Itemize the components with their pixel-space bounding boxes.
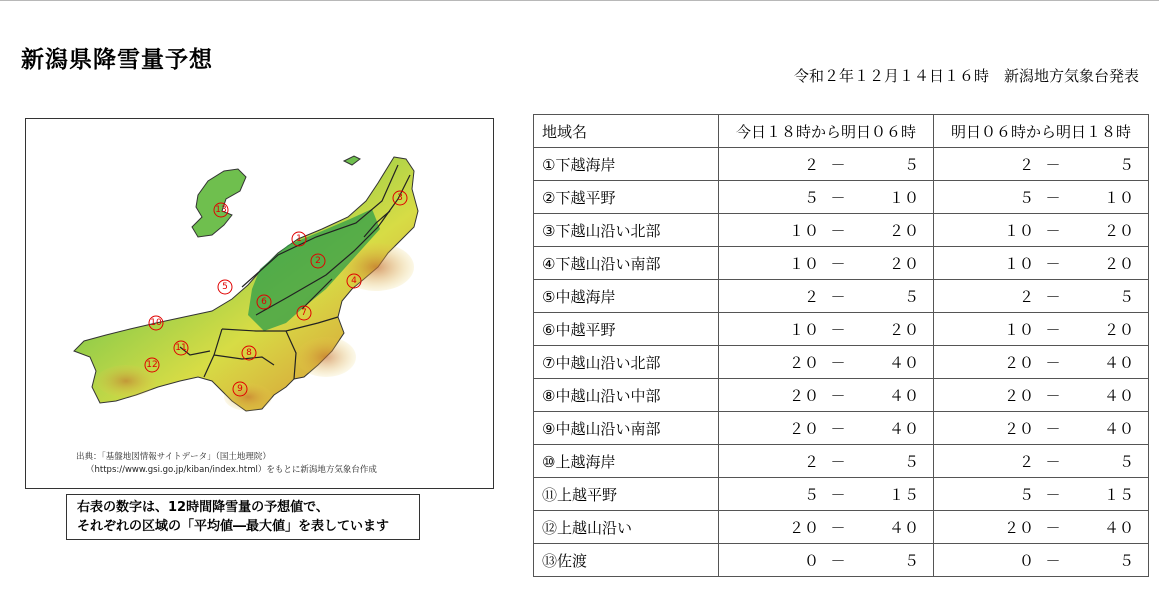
table-row: [534, 280, 1149, 313]
average-value: ２０: [1003, 386, 1034, 405]
snowfall-cell-p2: [934, 280, 1149, 313]
region-label: 11: [175, 343, 187, 353]
average-value: １０: [1003, 320, 1034, 339]
snowfall-cell-p1: [719, 280, 934, 313]
table-row: [534, 511, 1149, 544]
range-dash: －: [830, 353, 846, 372]
region-label: 6: [261, 297, 267, 307]
maximum-value: ４０: [888, 386, 919, 405]
maximum-value: ４０: [1103, 419, 1134, 438]
region-label: 12: [146, 360, 158, 370]
region-name-cell: ⑨中越山沿い南部: [534, 412, 719, 445]
region-name-cell: ⑬佐渡: [534, 544, 719, 577]
range-dash: －: [830, 386, 846, 405]
average-value: ２: [803, 287, 819, 306]
snowfall-cell-p2: [934, 445, 1149, 478]
snowfall-cell-p1: [719, 346, 934, 379]
region-label: 7: [301, 308, 307, 318]
snowfall-cell-p1: [719, 379, 934, 412]
maximum-value: ４０: [1103, 518, 1134, 537]
average-value: １０: [788, 254, 819, 273]
snowfall-cell-p2: [934, 346, 1149, 379]
top-rule: [0, 0, 1159, 1]
range-dash: －: [1045, 518, 1061, 537]
maximum-value: ５: [903, 452, 919, 471]
table-row: [534, 148, 1149, 181]
maximum-value: ２０: [1103, 254, 1134, 273]
range-dash: －: [830, 188, 846, 207]
map-graphic: [26, 119, 493, 488]
region-name-cell: ⑧中越山沿い中部: [534, 379, 719, 412]
snowfall-cell-p1: [719, 247, 934, 280]
note-line1: 右表の数字は、12時間降雪量の予想値で、: [77, 500, 329, 515]
map-source-line2: （https://www.gsi.go.jp/kiban/index.html）をもとに新潟地方気象台作成: [86, 465, 377, 475]
maximum-value: ４０: [888, 353, 919, 372]
region-name-cell: ②下越平野: [534, 181, 719, 214]
region-name-cell: ⑩上越海岸: [534, 445, 719, 478]
maximum-value: ５: [903, 551, 919, 570]
snowfall-cell-p1: [719, 412, 934, 445]
snowfall-cell-p2: [934, 313, 1149, 346]
niigata-map: [25, 118, 494, 489]
maximum-value: ５: [1118, 452, 1134, 471]
snowfall-cell-p1: [719, 181, 934, 214]
average-value: １０: [788, 320, 819, 339]
snowfall-cell-p1: [719, 478, 934, 511]
region-label: 8: [246, 348, 252, 358]
average-value: ２０: [1003, 419, 1034, 438]
range-dash: －: [830, 221, 846, 240]
maximum-value: ４０: [888, 518, 919, 537]
average-value: １０: [1003, 254, 1034, 273]
table-row: [534, 247, 1149, 280]
snowfall-cell-p2: [934, 511, 1149, 544]
snowfall-cell-p2: [934, 214, 1149, 247]
table-row: [534, 412, 1149, 445]
snowfall-cell-p2: [934, 148, 1149, 181]
table-row: [534, 379, 1149, 412]
explanation-note: [66, 494, 420, 540]
maximum-value: ４０: [1103, 353, 1134, 372]
average-value: ２: [803, 155, 819, 174]
header-period2: 明日０６時から明日１８時: [934, 115, 1149, 148]
note-line2: それぞれの区域の「平均値―最大値」を表しています: [77, 519, 390, 534]
region-name-cell: ④下越山沿い南部: [534, 247, 719, 280]
range-dash: －: [830, 452, 846, 471]
region-label: 10: [150, 318, 162, 328]
maximum-value: １０: [888, 188, 919, 207]
average-value: ５: [803, 485, 819, 504]
average-value: ２: [803, 452, 819, 471]
range-dash: －: [1045, 254, 1061, 273]
maximum-value: ５: [1118, 287, 1134, 306]
range-dash: －: [830, 320, 846, 339]
region-label: 4: [351, 276, 357, 286]
snowfall-cell-p1: [719, 148, 934, 181]
issued-line: 令和２年１２月１４日１６時 新潟地方気象台発表: [793, 67, 1139, 85]
average-value: ５: [1018, 188, 1034, 207]
snowfall-cell-p2: [934, 412, 1149, 445]
maximum-value: ４０: [1103, 386, 1134, 405]
awashima-island: [344, 156, 360, 165]
maximum-value: ５: [1118, 551, 1134, 570]
maximum-value: ２０: [1103, 320, 1134, 339]
average-value: ２０: [788, 386, 819, 405]
range-dash: －: [830, 485, 846, 504]
maximum-value: ２０: [888, 221, 919, 240]
average-value: ２０: [788, 518, 819, 537]
average-value: ５: [1018, 485, 1034, 504]
range-dash: －: [1045, 287, 1061, 306]
range-dash: －: [1045, 221, 1061, 240]
region-name-cell: ⑥中越平野: [534, 313, 719, 346]
average-value: ２: [1018, 155, 1034, 174]
maximum-value: ５: [903, 287, 919, 306]
region-label: 3: [397, 193, 403, 203]
maximum-value: ５: [1118, 155, 1134, 174]
maximum-value: ４０: [888, 419, 919, 438]
snowfall-cell-p2: [934, 379, 1149, 412]
region-name-cell: ①下越海岸: [534, 148, 719, 181]
snowfall-table: [533, 114, 1149, 577]
region-name-cell: ③下越山沿い北部: [534, 214, 719, 247]
range-dash: －: [1045, 188, 1061, 207]
average-value: ２０: [1003, 518, 1034, 537]
range-dash: －: [1045, 320, 1061, 339]
table-row: [534, 544, 1149, 577]
average-value: ０: [803, 551, 819, 570]
range-dash: －: [830, 551, 846, 570]
snowfall-cell-p1: [719, 214, 934, 247]
average-value: ２０: [788, 353, 819, 372]
range-dash: －: [1045, 485, 1061, 504]
snowfall-cell-p2: [934, 544, 1149, 577]
region-label: 5: [222, 282, 228, 292]
average-value: ５: [803, 188, 819, 207]
table-row: [534, 478, 1149, 511]
snowfall-cell-p1: [719, 313, 934, 346]
snowfall-cell-p1: [719, 544, 934, 577]
snowfall-cell-p2: [934, 181, 1149, 214]
maximum-value: ２０: [888, 254, 919, 273]
range-dash: －: [830, 518, 846, 537]
maximum-value: １５: [1103, 485, 1134, 504]
snowfall-cell-p2: [934, 247, 1149, 280]
table-row: [534, 313, 1149, 346]
range-dash: －: [830, 419, 846, 438]
maximum-value: ２０: [1103, 221, 1134, 240]
region-name-cell: ⑫上越山沿い: [534, 511, 719, 544]
region-label: 9: [237, 384, 243, 394]
range-dash: －: [830, 155, 846, 174]
table-row: [534, 346, 1149, 379]
table-row: [534, 445, 1149, 478]
range-dash: －: [1045, 155, 1061, 174]
range-dash: －: [1045, 551, 1061, 570]
region-label: 1: [296, 234, 302, 244]
average-value: ２: [1018, 452, 1034, 471]
average-value: ０: [1018, 551, 1034, 570]
header-period1: 今日１８時から明日０６時: [719, 115, 934, 148]
table-header-row: [534, 115, 1149, 148]
maximum-value: １５: [888, 485, 919, 504]
range-dash: －: [1045, 419, 1061, 438]
range-dash: －: [830, 287, 846, 306]
region-name-cell: ⑪上越平野: [534, 478, 719, 511]
region-label: 2: [315, 256, 321, 266]
maximum-value: １０: [1103, 188, 1134, 207]
maximum-value: ５: [903, 155, 919, 174]
region-name-cell: ⑤中越海岸: [534, 280, 719, 313]
header-region: 地域名: [534, 115, 719, 148]
average-value: ２０: [1003, 353, 1034, 372]
table-row: [534, 214, 1149, 247]
range-dash: －: [1045, 386, 1061, 405]
region-name-cell: ⑦中越山沿い北部: [534, 346, 719, 379]
range-dash: －: [1045, 452, 1061, 471]
average-value: １０: [788, 221, 819, 240]
average-value: ２０: [788, 419, 819, 438]
snowfall-cell-p1: [719, 511, 934, 544]
table-row: [534, 181, 1149, 214]
range-dash: －: [830, 254, 846, 273]
region-label: 13: [215, 205, 227, 215]
map-source-line1: 出典：「基盤地図情報サイトデータ」（国土地理院）: [76, 452, 271, 462]
snowfall-cell-p1: [719, 445, 934, 478]
page-title: 新潟県降雪量予想: [21, 47, 213, 73]
range-dash: －: [1045, 353, 1061, 372]
average-value: １０: [1003, 221, 1034, 240]
average-value: ２: [1018, 287, 1034, 306]
snowfall-cell-p2: [934, 478, 1149, 511]
maximum-value: ２０: [888, 320, 919, 339]
